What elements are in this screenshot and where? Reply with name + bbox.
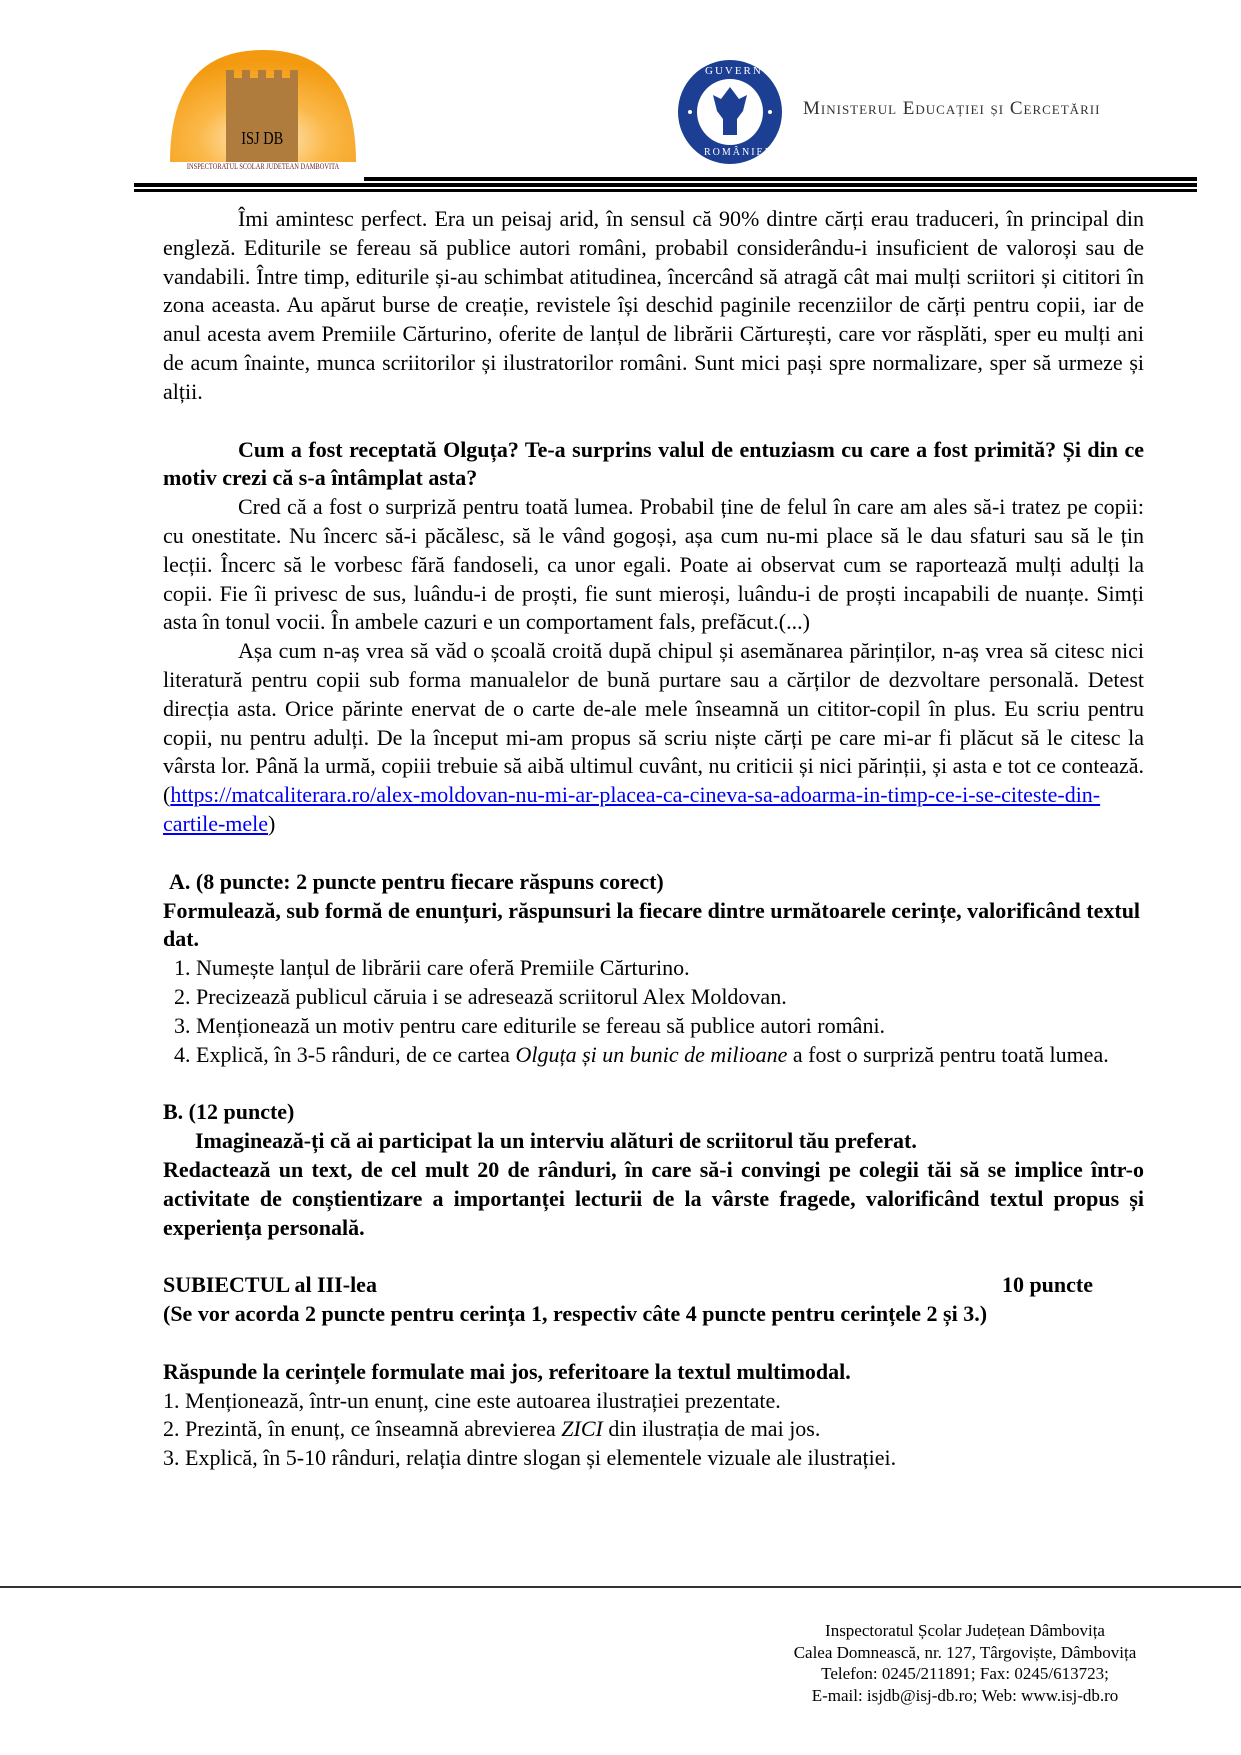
subject3-instruction: Răspunde la cerințele formulate mai jos, referitoare la textul multimodal. [163,1358,851,1384]
subject3-header [163,1271,1093,1300]
isj-logo-caption: INSPECTORATUL SCOLAR JUDETEAN DAMBOVITA [186,162,340,171]
ministry-name: Ministerul Educației și Cercetării [803,98,1101,119]
seal-bottom-text: ROMÂNIEI [704,147,770,158]
list-item: 2. Precizează publicul căruia i se adresează scriitorul Alex Moldovan. [196,983,1144,1012]
isj-logo-text: ISJ DB [241,128,284,148]
section-b-heading: B. (12 puncte) [163,1099,295,1125]
section-b-line1: Imaginează-ți că ai participat la un interviu alături de scriitorul tău preferat. [195,1128,917,1154]
paragraph: Îmi amintesc perfect. Era un peisaj arid, în sensul că 90% dintre cărți erau traduceri, în principal din engleză. Editurile se fereau să publice autori români, probabil considerându-i insuficient de valoroși sau de vandabili. Între timp, editurile și-au schimbat atitudinea, încercând să atragă cât mai mulți scriitori și cititori în zona aceasta. Au apărut burse de creație, revistele își deschid paginile recenziilor de cărți pentru copii, iar de anul acesta avem Premiile Cărturino, oferite de lanțul de librării Cărturești, care vor răsplăti, sper eu mulți ani de acum înainte, munca scriitorilor și ilustratorilor români. Sunt mici pași spre normalizare, sper să urmeze și alții. [163,206,1144,404]
list-item: 3. Menționează un motiv pentru care editurile se fereau să publice autori români. [196,1012,1144,1041]
header-rule [134,177,1197,192]
footer-address: Inspectoratul Școlar Județean Dâmbovița Calea Domnească, nr. 127, Târgoviște, Dâmbovița Telefon: 0245/211891; Fax: 0245/613723; E-mail: isjdb@isj-db.ro; Web: www.isj-db.ro [793,1621,1137,1705]
subject3-points: 10 puncte [1001,1272,1093,1298]
government-seal [677,59,783,165]
document-body [163,205,1144,1473]
subject3-item: 2. Prezintă, în enunț, ce înseamnă abrevierea ZICI din ilustrația de mai jos. [163,1416,821,1442]
section-a-heading: A. (8 puncte: 2 puncte pentru fiecare răspuns corect) [169,868,664,894]
paragraph: Cred că a fost o surpriză pentru toată lumea. Probabil ține de felul în care am ales să-i tratez pe copii: cu onestitate. Nu încerc să-i păcălesc, să le vând gogoși, așa cum nu-mi place să le dau sfaturi sau să le țin lecții. Încerc să le vorbesc fără fandoseli, ca unor egali. Poate ai observat cum se raportează mulți adulți la copii. Fie îi privesc de sus, luându-i de proști, fie sunt mieroși, luându-i de proști incapabili de nuanțe. Simți asta în tonul vocii. În ambele cazuri e un comportament fals, prefăcut.(...) [163,494,1144,635]
section-b-task: Redactează un text, de cel mult 20 de rânduri, în care să-i convingi pe colegii tăi să se implice într-o activitate de conștientizare a importanței lecturii de la vârste fragede, valorificând textul propus și experiența personală. [163,1156,1144,1240]
subject3-item: 3. Explică, în 5-10 rânduri, relația dintre slogan și elementele vizuale ale ilustrației. [163,1445,897,1471]
subject3-item: 1. Menționează, într-un enunț, cine este autoarea ilustrației prezentate. [163,1387,781,1413]
footer-rule [0,1586,1241,1588]
interview-question: Cum a fost receptată Olguța? Te-a surprins valul de entuziasm cu care a fost primită? Și din ce motiv crezi că s-a întâmplat asta? [163,436,1144,491]
subject3-note: (Se vor acorda 2 puncte pentru cerința 1, respectiv câte 4 puncte pentru cerințele 2 și 3.) [163,1301,988,1327]
list-item: 1. Numește lanțul de librării care oferă Premiile Cărturino. [196,954,1144,983]
seal-top-text: GUVERNUL [705,65,782,77]
list-item: 4. Explică, în 3-5 rânduri, de ce cartea Olguța și un bunic de milioane a fost o surpriză pentru toată lumea. [196,1041,1144,1070]
section-a-instruction: Formulează, sub formă de enunțuri, răspunsuri la fiecare dintre următoarele cerințe, valorificând textul dat. [163,897,1141,952]
section-a-list [163,954,1144,1069]
book-title: Olguța și un bunic de milioane [515,1041,788,1067]
subject3-title: SUBIECTUL al III-lea [163,1272,377,1298]
source-link[interactable]: https://matcaliterara.ro/alex-moldovan-nu-mi-ar-placea-ca-cineva-sa-adoarma-in-timp-ce-i-se-citeste-din-cartile-mele [163,782,1101,836]
paragraph: Așa cum n-aș vrea să văd o școală croită după chipul și asemănarea părinților, n-aș vrea să citesc nici literatură pentru copii sub forma manualelor de bună purtare sau a cărților de dezvoltare personală. Detest direcția asta. Orice părinte enervat de o carte de-ale mele înseamnă un cititor-copil în plus. Eu scriu pentru copii, nu pentru adulți. De la început mi-am propus să scriu niște cărți pe care mi-ar fi plăcut să le citesc la vârsta lor. Până la urmă, copiii trebuie să aibă ultimul cuvânt, nu criticii și nici părinții, și asta e tot ce contează. (https://matcaliterara.ro/alex-moldovan-nu-mi-ar-placea-ca-cineva-sa-adoarma-in-timp-ce-i-se-citeste-din-cartile-mele) [163,638,1144,836]
paragraph-text: Așa cum n-aș vrea să văd o școală croită după chipul și asemănarea părinților, n-aș vrea să citesc nici literatură pentru copii sub forma manualelor de bună purtare sau a cărților de dezvoltare personală. Detest direcția asta. Orice părinte enervat de o carte de-ale mele înseamnă un cititor-copil în plus. Eu scriu pentru copii, nu pentru adulți. De la început mi-am propus să scriu niște cărți pe care mi-ar fi plăcut să le citesc la vârsta lor. Până la urmă, copiii trebuie să aibă ultimul cuvânt, nu criticii și nici părinții, și asta e tot ce contează. [163,638,1144,779]
isj-logo [166,50,360,175]
